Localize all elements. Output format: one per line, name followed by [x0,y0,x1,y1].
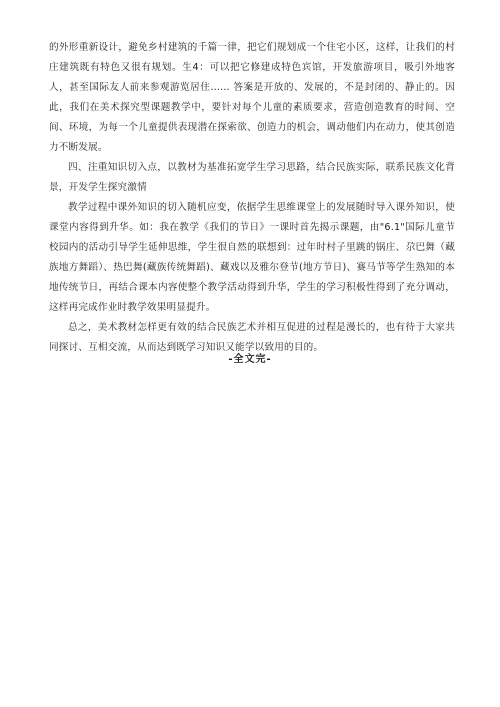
section-heading-four: 四、注重知识切入点，以教材为基准拓宽学生学习思路，结合民族实际，联系民族文化背景，开发学生探究激情 [49,162,455,193]
paragraph-teaching-example: 教学过程中课外知识的切入随机应变，依据学生思维课堂上的发展随时导入课外知识，使课堂内容得到升华。如：我在教学《我们的节日》一课时首先揭示课题，由"6.1"国际儿童节校园内的活动引导学生延伸思维，学生很自然的联想到：过年时村子里跳的锅庄、尕巴舞（藏族地方舞蹈）、热巴舞(藏族传统舞蹈)、藏戏以及雅尔登节(地方节日)、赛马节等学生熟知的本地传统节日，再结合课本内容使整个教学活动得到升华，学生的学习积极性得到了充分调动，这样再完成作业时教学效果明显提升。 [49,202,455,313]
paragraph-continuation: 的外形重新设计，避免乡村建筑的千篇一律，把它们规划成一个住宅小区，这样，让我们的村庄建筑既有特色又很有规划。生4：可以把它修建成特色宾馆，开发旅游项目，吸引外地客人，甚至国际友人前来参观游览居住…… 答案是开放的、发展的，不是封闭的、静止的。因此，我们在美术探究型课题教学中，要针对每个儿童的素质要求，营造创造教育的时间、空间、环境，为每一个儿童提供表现潜在探索欲、创造力的机会，调动他们内在动力，使其创造力不断发展。 [49,42,455,153]
paragraph-conclusion: 总之，美术教材怎样更有效的结合民族艺术并相互促进的过程是漫长的，也有待于大家共同探讨、互相交流，从而达到既学习知识又能学以致用的目的。 [49,322,455,353]
document-body [49,38,455,358]
end-of-document-mark: -全文完- [228,354,272,365]
